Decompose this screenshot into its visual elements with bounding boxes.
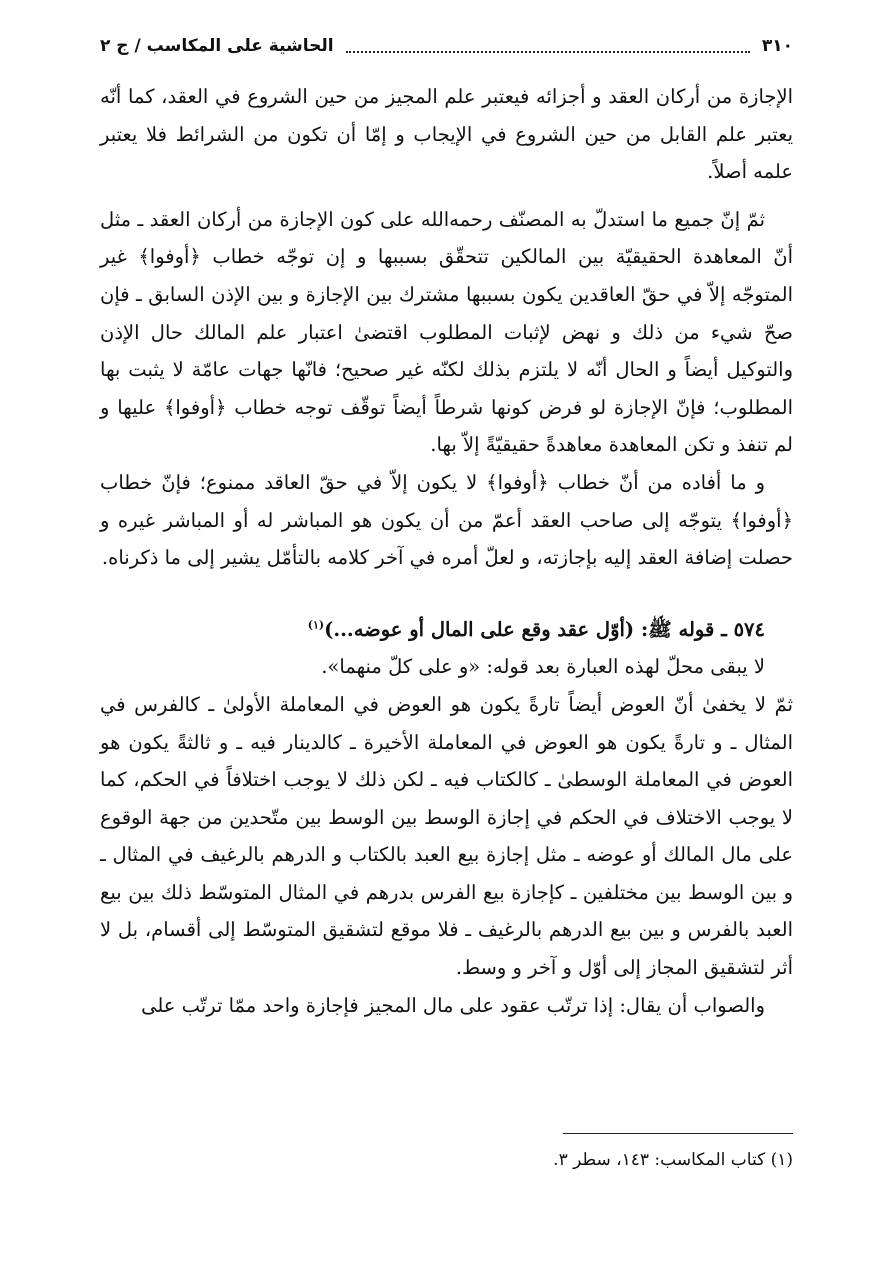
- paragraph-3: و ما أفاده من أنّ خطاب ﴿أوفوا﴾ لا يكون إلاّ في حقّ العاقد ممنوع؛ فإنّ خطاب ﴿أوفوا﴾ يتوجّه إلى صاحب العقد أعمّ من أن يكون هو المباشر له أو المباشر غيره و حصلت إضافة العقد إليه بإجازته، و لعلّ أمره في آخر كلامه بالتأمّل يشير إلى ما ذكرناه.: [100, 470, 793, 570]
- paragraph-2: ثمّ إنّ جميع ما استدلّ به المصنّف رحمه‌الله على كون الإجازة من أركان العقد ـ مثل أنّ المعاهدة الحقيقيّة بين المالكين تتحقّق بسببها و إن توجّه خطاب ﴿أوفوا﴾ غير المتوجّه إلاّ في حقّ العاقدين يكون بسببها مشترك بين الإجازة و بين الإذن السابق ـ فإن صحّ شيء من ذلك و نهض لإثبات المطلوب اقتضىٰ اعتبار علم المالك حال الإذن والتوكيل أيضاً و الحال أنّه لا يلتزم بذلك لكنّه غير صحيح؛ فانّها جهات عامّة لا يثبت بها المطلوب؛ فإنّ الإجازة لو فرض كونها شرطاً أيضاً توقّف توجه خطاب ﴿أوفوا﴾ عليها و لم تنفذ و تكن المعاهدة معاهدةً حقيقيّةً إلاّ بها.: [100, 207, 793, 457]
- section-heading: [100, 611, 793, 649]
- section-heading-text: ٥٧٤ ـ قوله ﷺ: (أوّل عقد وقع على المال أو عوضه...): [324, 617, 765, 641]
- running-title: الحاشية على المكاسب / ج ٢: [100, 36, 334, 56]
- footnote-ref[interactable]: (١): [307, 618, 325, 632]
- main-text: [100, 78, 793, 1024]
- section-paragraph-3: والصواب أن يقال: إذا ترتّب عقود على مال المجيز فإجازة واحد ممّا ترتّب على: [141, 993, 765, 1017]
- section-paragraph-1: لا يبقى محلّ لهذه العبارة بعد قوله: «و على كلّ منهما».: [321, 655, 765, 679]
- footnote-divider: [563, 1133, 793, 1134]
- running-header: [100, 32, 793, 60]
- paragraph-1: الإجازة من أركان العقد و أجزائه فيعتبر علم المجيز من حين الشروع في العقد، كما أنّه يعتبر علم القابل من حين الشروع في الإيجاب و إمّا أن تكون من الشرائط فلا يعتبر علمه أصلاً.: [100, 85, 793, 184]
- page-number: ٣١٠: [761, 36, 793, 56]
- header-dot-leader: [346, 39, 750, 53]
- footnote: (١) كتاب المكاسب: ١٤٣، سطر ٣.: [553, 1150, 793, 1170]
- section-paragraph-2: ثمّ لا يخفىٰ أنّ العوض أيضاً تارةً يكون هو العوض في المعاملة الأولىٰ ـ كالفرس في المثال ـ و تارةً يكون هو العوض في المعاملة الأخيرة ـ كالدينار فيه ـ و ثالثةً يكون هو العوض في المعاملة الوسطىٰ ـ كالكتاب فيه ـ لكن ذلك لا يوجب اختلافاً في الحكم، كما لا يوجب الاختلاف في الحكم في إجازة الوسط بين الوسط بين متّحدين من جهة الوقوع على مال المالك أو عوضه ـ مثل إجازة بيع العبد بالكتاب و الدرهم بالرغيف في المثال ـ و بين الوسط بين مختلفين ـ كإجازة بيع الفرس بدرهم في المثال المتوسّط ذلك بين بيع العبد بالفرس و بين بيع الدرهم بالرغيف ـ فلا موقع لتشقيق المتوسّط إلى أقسام، بل لا أثر لتشقيق المجاز إلى أوّل و آخر و وسط.: [100, 692, 793, 980]
